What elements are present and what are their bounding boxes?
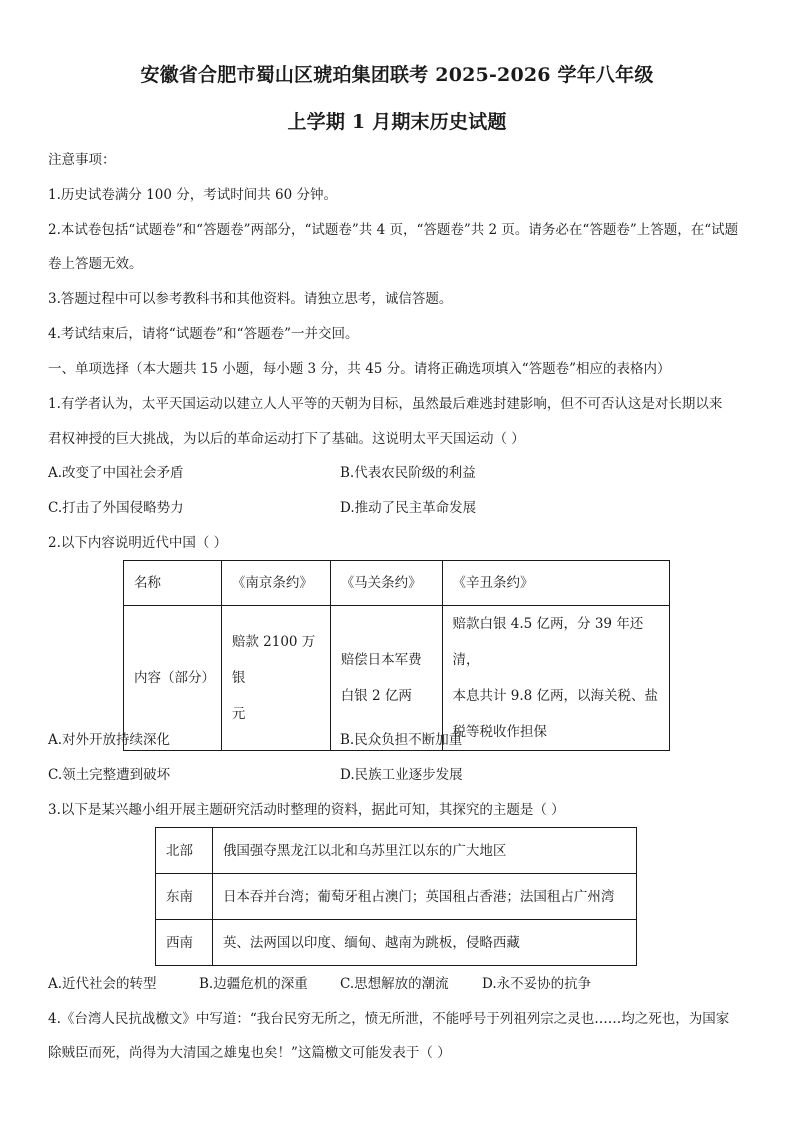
- note-1: 1.历史试卷满分 100 分，考试时间共 60 分钟。: [48, 187, 337, 203]
- q1-option-d[interactable]: D.推动了民主革命发展: [340, 500, 477, 516]
- q1-option-b[interactable]: B.代表农民阶级的利益: [340, 465, 476, 481]
- note-2-line2: 卷上答题无效。: [48, 256, 143, 272]
- cell-line: 税等税收作担保: [452, 724, 547, 740]
- note-2-line1: 2.本试卷包括“试题卷”和“答题卷”两部分，“试题卷”共 4 页，“答题卷”共 2 页。请务必在“答题卷”上答题，在“试题: [48, 222, 739, 238]
- cell-line: 元: [231, 706, 246, 722]
- q2-option-b[interactable]: B.民众负担不断加重: [340, 732, 463, 748]
- exam-title-line2: 上学期 1 月期末历史试题: [287, 111, 507, 133]
- q4-stem-line1: 4.《台湾人民抗战檄文》中写道：“我台民穷无所之，愤无所泄，不能呼号于列祖列宗之灵也……均之死也，为国家: [48, 1011, 730, 1027]
- note-4: 4.考试结束后，请将“试题卷”和“答题卷”一并交回。: [48, 326, 359, 342]
- q3-option-a[interactable]: A.近代社会的转型: [48, 976, 157, 992]
- q2-treaty-table: [123, 560, 670, 751]
- table-cell-nanjing: [221, 606, 330, 751]
- q1-stem-line1: 1.有学者认为，太平天国运动以建立人人平等的天朝为目标，虽然最后难逃封建影响，但不可否认这是对长期以来: [48, 396, 723, 412]
- cell-line: 白银 2 亿两: [340, 688, 412, 704]
- table-header-xinchou: 《辛丑条约》: [442, 561, 670, 606]
- table-cell-event: 日本吞并台湾；葡萄牙租占澳门；英国租占香港；法国租占广州湾: [212, 874, 636, 920]
- table-header-name: 名称: [124, 561, 222, 606]
- table-row-label: 内容（部分）: [124, 606, 222, 751]
- q2-option-d[interactable]: D.民族工业逐步发展: [340, 767, 463, 783]
- table-header-row: [124, 561, 670, 606]
- q4-stem-line2: 除贼臣而死，尚得为大清国之雄鬼也矣！”这篇檄文可能发表于（ ）: [48, 1045, 451, 1061]
- q3-option-d[interactable]: D.永不妥协的抗争: [482, 976, 592, 992]
- table-row: [156, 828, 637, 874]
- table-row: [124, 606, 670, 751]
- table-row: [156, 874, 637, 920]
- table-cell-xinchou: [442, 606, 670, 751]
- section-heading: 一、单项选择（本大题共 15 小题，每小题 3 分，共 45 分。请将正确选项填入“答题卷”相应的表格内）: [48, 361, 671, 377]
- cell-line: 赔款白银 4.5 亿两，分 39 年还清，: [452, 616, 644, 668]
- table-header-nanjing: 《南京条约》: [221, 561, 330, 606]
- table-header-maguan: 《马关条约》: [330, 561, 442, 606]
- cell-line: 本息共计 9.8 亿两，以海关税、盐: [452, 688, 659, 704]
- cell-line: 赔偿日本军费: [340, 652, 422, 668]
- table-cell-region: 东南: [156, 874, 213, 920]
- cell-line: 赔款 2100 万银: [231, 634, 316, 686]
- q3-frontier-table: [155, 827, 637, 966]
- q1-option-c[interactable]: C.打击了外国侵略势力: [48, 500, 184, 516]
- table-cell-event: 俄国强夺黑龙江以北和乌苏里江以东的广大地区: [212, 828, 636, 874]
- q2-option-c[interactable]: C.领土完整遭到破坏: [48, 767, 171, 783]
- exam-title-line1: 安徽省合肥市蜀山区琥珀集团联考 2025-2026 学年八年级: [140, 64, 654, 86]
- q3-stem: 3.以下是某兴趣小组开展主题研究活动时整理的资料，据此可知，其探究的主题是（ ）: [48, 802, 565, 818]
- q1-stem-line2: 君权神授的巨大挑战，为以后的革命运动打下了基础。这说明太平天国运动（ ）: [48, 431, 525, 447]
- q2-option-a[interactable]: A.对外开放持续深化: [48, 732, 171, 748]
- q3-option-c[interactable]: C.思想解放的潮流: [340, 976, 449, 992]
- table-cell-maguan: [330, 606, 442, 751]
- notes-heading: 注意事项：: [48, 152, 116, 168]
- q3-option-b[interactable]: B.边疆危机的深重: [199, 976, 308, 992]
- table-cell-region: 西南: [156, 920, 213, 966]
- table-cell-event: 英、法两国以印度、缅甸、越南为跳板，侵略西藏: [212, 920, 636, 966]
- q1-option-a[interactable]: A.改变了中国社会矛盾: [48, 465, 184, 481]
- table-cell-region: 北部: [156, 828, 213, 874]
- table-row: [156, 920, 637, 966]
- q2-stem: 2.以下内容说明近代中国（ ）: [48, 535, 228, 551]
- note-3: 3.答题过程中可以参考教科书和其他资料。请独立思考，诚信答题。: [48, 291, 453, 307]
